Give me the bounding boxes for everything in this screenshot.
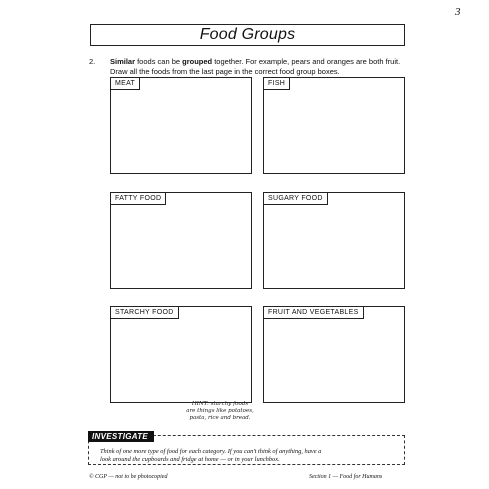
sugary-food-box[interactable]	[263, 192, 405, 289]
sugary-food-label: SUGARY FOOD	[264, 193, 328, 205]
investigate-line1: Think of one more type of food for each category. If you can't think of anything, have a	[100, 448, 322, 455]
question-text-part1: foods can be	[135, 57, 183, 66]
bold-grouped: grouped	[182, 57, 213, 66]
page-title: Food Groups	[199, 26, 296, 43]
bold-similar: Similar	[110, 57, 136, 66]
title-box	[90, 24, 405, 46]
meat-box[interactable]	[110, 77, 252, 174]
fish-box[interactable]	[263, 77, 405, 174]
footer-copyright: © CGP — not to be photocopied	[89, 474, 168, 480]
question-number: 2.	[89, 57, 96, 66]
meat-label: MEAT	[111, 78, 140, 90]
question-text	[110, 57, 410, 76]
fatty-food-box[interactable]	[110, 192, 252, 289]
fruit-and-vegetables-box[interactable]	[263, 306, 405, 403]
footer-section: Section 1 — Food for Humans	[309, 474, 383, 480]
fish-label: FISH	[264, 78, 290, 90]
hint-line2: are things like potatoes,	[186, 408, 254, 414]
hint-line3: pasta, rice and bread.	[189, 415, 251, 421]
hint-line1: HINT: starchy foods	[191, 401, 249, 407]
hint-note	[180, 401, 260, 422]
starchy-food-box[interactable]	[110, 306, 252, 403]
question-text-line2: Draw all the foods from the last page in the correct food group boxes.	[110, 66, 340, 76]
page-number: 3	[455, 6, 461, 18]
investigate-line2: look around the cupboards and fridge at home — or in your lunchbox.	[100, 456, 280, 463]
investigate-text	[100, 448, 400, 464]
fatty-food-label: FATTY FOOD	[111, 193, 166, 205]
fruit-and-vegetables-label: FRUIT AND VEGETABLES	[264, 307, 364, 319]
investigate-label: INVESTIGATE	[88, 431, 154, 442]
starchy-food-label: STARCHY FOOD	[111, 307, 179, 319]
question-text-part2: together. For example, pears and oranges are both fruit.	[212, 57, 401, 66]
